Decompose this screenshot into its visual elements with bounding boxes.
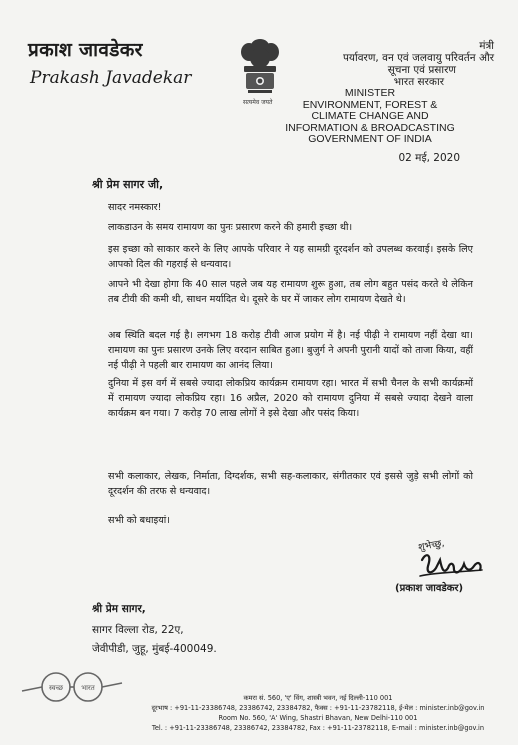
- footer-address-english: Room No. 560, 'A' Wing, Shastri Bhavan, New Delhi-110 001: [218, 714, 418, 722]
- footer-address-hindi: कमरा सं. 560, 'ए' विंग, शास्त्री भवन, नई दिल्ली-110 001: [243, 694, 393, 702]
- letter-date: 02 मई, 2020: [398, 152, 460, 164]
- salutation: श्री प्रेम सागर जी,: [92, 178, 164, 191]
- paragraph: आपने भी देखा होगा कि 40 साल पहले जब यह रामायण शुरू हुआ, तब लोग बहुत पसंद करते थे लेकिन तब टीवी की कमी थी, साधन मर्यादित थे। दूसरे के घर में जाकर लोग रामायण देखते थे।: [108, 279, 473, 305]
- paragraph: सभी को बधाइयां।: [108, 515, 170, 526]
- emblem-motto: सत्यमेव जयते: [243, 99, 273, 106]
- recipient-address-line: जेवीपीडी, जुहू, मुंबई-400049.: [92, 643, 217, 655]
- signatory-name: (प्रकाश जावडेकर): [395, 583, 464, 594]
- logo-text-left: स्वच्छ: [48, 684, 64, 692]
- logo-text-right: भारत: [81, 684, 95, 692]
- ministry-en-line: CLIMATE CHANGE AND: [311, 110, 429, 122]
- ministry-en-line: MINISTER: [344, 87, 396, 99]
- ministry-en-line: ENVIRONMENT, FOREST &: [302, 98, 438, 111]
- paragraph: सादर नमस्कार!: [108, 202, 162, 213]
- ministry-hi-line: मंत्री: [479, 40, 494, 52]
- ministry-title-english: [280, 88, 460, 146]
- recipient-name: श्री प्रेम सागर,: [92, 603, 146, 615]
- ministry-hi-line: पर्यावरण, वन एवं जलवायु परिवर्तन और: [342, 52, 494, 64]
- footer-contact-english: Tel. : +91-11-23386748, 23386742, 23384782, Fax : +91-11-23782118, E-mail : minister.inb@gov.in: [151, 724, 485, 732]
- minister-name-english: Prakash Javadekar: [30, 68, 192, 88]
- ministry-en-line: GOVERNMENT OF INDIA: [308, 133, 432, 145]
- paragraph: सभी कलाकार, लेखक, निर्माता, दिग्दर्शक, सभी सह-कलाकार, संगीतकार एवं इससे जुड़े सभी लोगों को दूरदर्शन की तरफ से धन्यवाद।: [108, 471, 473, 497]
- ministry-hi-line: भारत सरकार: [393, 76, 444, 88]
- paragraph: इस इच्छा को साकार करने के लिए आपके परिवार ने यह सामग्री दूरदर्शन को उपलब्ध करवाई। इसके लिए आपको दिल की गहराई से धन्यवाद।: [108, 244, 473, 270]
- ministry-hi-line: सूचना एवं प्रसारण: [387, 64, 456, 76]
- closing: शुभेच्छु,: [417, 537, 446, 554]
- paragraph: दुनिया में इस वर्ग में सबसे ज्यादा लोकप्रिय कार्यक्रम रामायण रहा। भारत में सभी चैनल के सभी कार्यक्रमों में रामायण ज्यादा लोकप्रिय रहा। 16 अप्रैल, 2020 को रामायण दुनिया में सबसे ज्यादा देखने वाला कार्यक्रम बन गया। 7 करोड़ 70 लाख लोगों ने इसे देखा और पसंद किया।: [108, 378, 473, 419]
- recipient-address-line: सागर विल्ला रोड, 22ए,: [92, 624, 184, 636]
- ministry-title-hindi: [274, 40, 494, 88]
- minister-name-hindi: प्रकाश जावडेकर: [28, 39, 143, 61]
- swachh-bharat-logo: [18, 670, 126, 704]
- ministry-en-line: INFORMATION & BROADCASTING: [285, 121, 455, 134]
- paragraph: लाकडाउन के समय रामायण का पुनः प्रसारण करने की हमारी इच्छा थी।: [108, 222, 353, 233]
- paragraph: अब स्थिति बदल गई है। लगभग 18 करोड़ टीवी आज प्रयोग में है। नई पीढ़ी ने रामायण नहीं देखा था। रामायण का पुनः प्रसारण उनके लिए वरदान साबित हुआ। बुजुर्ग ने अपनी पुरानी यादों को ताजा किया, वहीं नई पीढ़ी ने पहली बार रामायण का आनंद लिया।: [108, 330, 473, 371]
- footer-contact-hindi: दूरभाष : +91-11-23386748, 23386742, 23384782, फैक्स : +91-11-23782118, ई-मेल : minister.inb@gov.in: [151, 704, 485, 712]
